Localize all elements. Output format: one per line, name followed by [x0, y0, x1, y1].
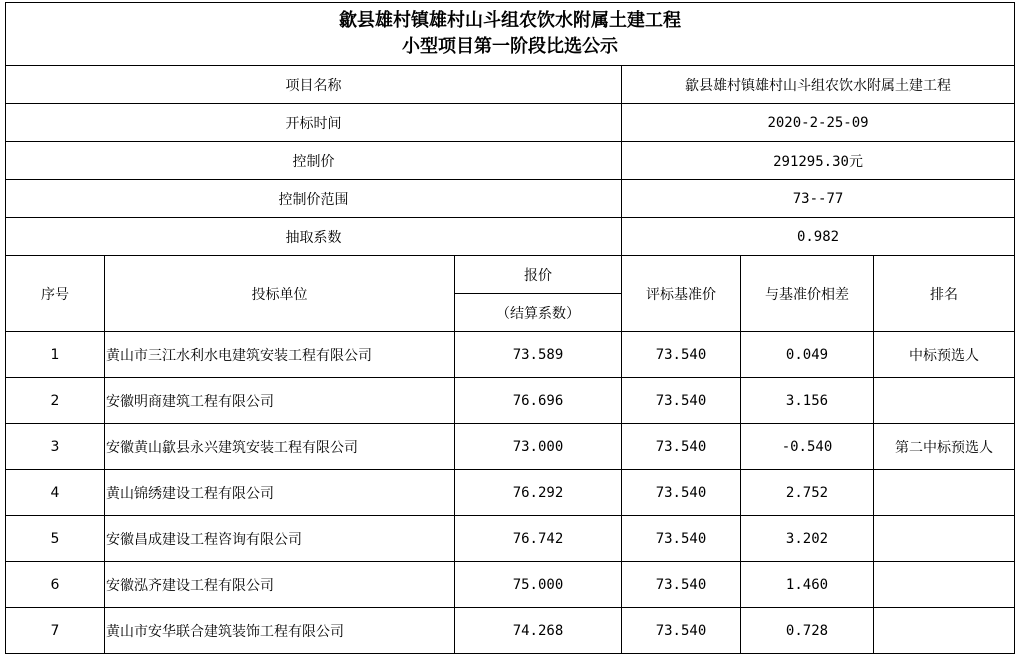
row-bidder: 安徽明商建筑工程有限公司 [105, 378, 455, 424]
table-row [6, 332, 1015, 378]
row-bidder: 黄山市安华联合建筑装饰工程有限公司 [105, 608, 455, 654]
row-base: 73.540 [622, 516, 741, 562]
row-bidder: 黄山市三江水利水电建筑安装工程有限公司 [105, 332, 455, 378]
row-quote: 76.742 [455, 516, 622, 562]
row-diff: 2.752 [741, 470, 874, 516]
row-base: 73.540 [622, 470, 741, 516]
title-line-2: 小型项目第一阶段比选公示 [402, 36, 619, 57]
row-quote: 76.292 [455, 470, 622, 516]
row-quote: 74.268 [455, 608, 622, 654]
title-row [6, 3, 1015, 66]
info-row [6, 142, 1015, 180]
info-label: 控制价范围 [6, 180, 622, 218]
row-base: 73.540 [622, 332, 741, 378]
row-base: 73.540 [622, 378, 741, 424]
row-quote: 73.000 [455, 424, 622, 470]
row-seq: 1 [6, 332, 105, 378]
row-bidder: 安徽昌成建设工程咨询有限公司 [105, 516, 455, 562]
row-seq: 4 [6, 470, 105, 516]
row-diff: 1.460 [741, 562, 874, 608]
table-row [6, 470, 1015, 516]
row-quote: 76.696 [455, 378, 622, 424]
row-rank [874, 516, 1015, 562]
header-bidder: 投标单位 [105, 256, 455, 332]
info-label: 控制价 [6, 142, 622, 180]
row-seq: 3 [6, 424, 105, 470]
table-row [6, 516, 1015, 562]
row-bidder: 黄山锦绣建设工程有限公司 [105, 470, 455, 516]
table-row [6, 378, 1015, 424]
row-diff: 3.202 [741, 516, 874, 562]
row-rank [874, 470, 1015, 516]
header-diff: 与基准价相差 [741, 256, 874, 332]
row-rank: 中标预选人 [874, 332, 1015, 378]
row-bidder: 安徽泓齐建设工程有限公司 [105, 562, 455, 608]
header-seq: 序号 [6, 256, 105, 332]
info-row [6, 66, 1015, 104]
row-diff: 0.728 [741, 608, 874, 654]
row-rank [874, 378, 1015, 424]
info-label: 抽取系数 [6, 218, 622, 256]
info-value: 73--77 [622, 180, 1015, 218]
bid-results-table [5, 2, 1015, 654]
title-line-1: 歙县雄村镇雄村山斗组农饮水附属土建工程 [339, 10, 682, 31]
header-rank: 排名 [874, 256, 1015, 332]
info-value: 2020-2-25-09 [622, 104, 1015, 142]
row-seq: 2 [6, 378, 105, 424]
row-seq: 5 [6, 516, 105, 562]
header-row [6, 256, 1015, 294]
info-value: 291295.30元 [622, 142, 1015, 180]
info-row [6, 180, 1015, 218]
row-diff: -0.540 [741, 424, 874, 470]
row-bidder: 安徽黄山歙县永兴建筑安装工程有限公司 [105, 424, 455, 470]
row-quote: 75.000 [455, 562, 622, 608]
row-base: 73.540 [622, 562, 741, 608]
row-rank: 第二中标预选人 [874, 424, 1015, 470]
page-title [6, 3, 1015, 66]
table-row [6, 562, 1015, 608]
row-rank [874, 562, 1015, 608]
table-row [6, 424, 1015, 470]
row-seq: 6 [6, 562, 105, 608]
row-diff: 3.156 [741, 378, 874, 424]
table-row [6, 608, 1015, 654]
header-base: 评标基准价 [622, 256, 741, 332]
row-seq: 7 [6, 608, 105, 654]
info-value: 0.982 [622, 218, 1015, 256]
header-quote-sub: （结算系数） [455, 294, 622, 332]
info-value: 歙县雄村镇雄村山斗组农饮水附属土建工程 [622, 66, 1015, 104]
info-row [6, 218, 1015, 256]
row-rank [874, 608, 1015, 654]
info-label: 项目名称 [6, 66, 622, 104]
row-quote: 73.589 [455, 332, 622, 378]
info-row [6, 104, 1015, 142]
header-quote: 报价 [455, 256, 622, 294]
info-label: 开标时间 [6, 104, 622, 142]
row-diff: 0.049 [741, 332, 874, 378]
row-base: 73.540 [622, 608, 741, 654]
row-base: 73.540 [622, 424, 741, 470]
